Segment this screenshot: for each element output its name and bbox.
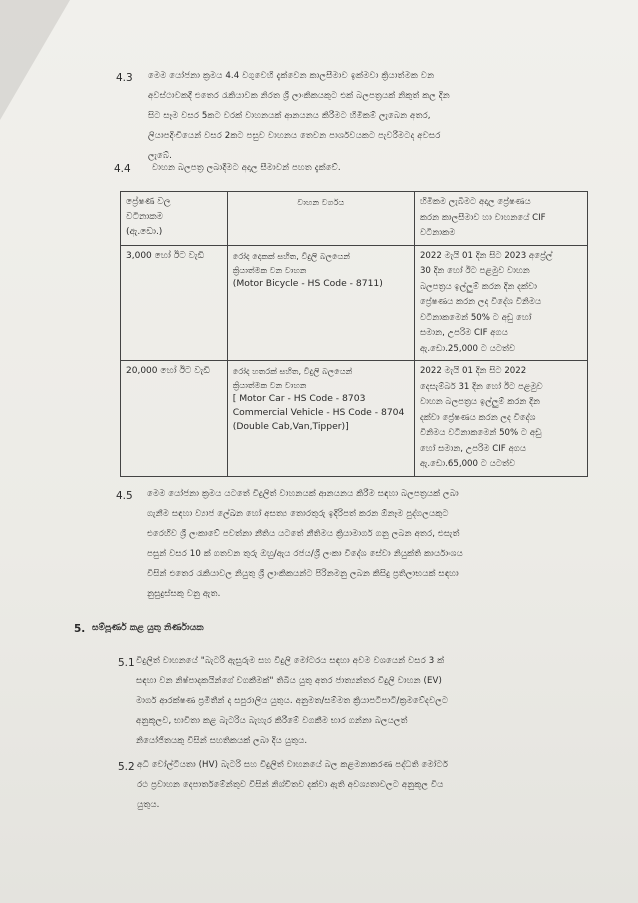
header-vehicle-type: වාහන වර්ගය bbox=[227, 192, 414, 246]
cell-terms: 2022 මැයි 01 දින සිට 2023 අප්‍රේල් 30 දින හෝ ඊට පළමුව වාහන බලපත්‍රය ඉල්ලුම් කරන දින දක්වා ප්‍රේෂණය කරන ලද විදේශ විනිමය වටිනාකමෙන් 50% ට අඩු හෝ සමාන, උපරිම CIF අගය ඇ.ඩො.25,000 ට යටත්ව bbox=[414, 245, 587, 361]
text-line: විදුලිත් වාහනයේ "බැටරි ඇසුරුම සහ විදුලි මෝටරය සඳහා අවම වශයෙන් වසර 3 ක් bbox=[136, 656, 445, 666]
section-4-4-text: වාහන බලපත්‍ර ලබාදීමට අදාල සීමාවන් පහත දැක්වේ. bbox=[152, 163, 341, 173]
text-line: යුතුය. bbox=[137, 800, 160, 810]
page-fold-shadow bbox=[0, 0, 70, 120]
table-row bbox=[121, 361, 588, 477]
cell-terms: 2022 මැයි 01 දින සිට 2022 දෙසැම්බර් 31 දින හෝ ඊට පළමුව වාහන බලපත්‍රය ඉල්ලුම් කරන දින දක්වා ප්‍රේෂණය කරන ලද විදේශ විනිමය වටිනාකමෙන් 50% ට අඩු හෝ සමාන, උපරිම CIF අගය ඇ.ඩො.65,000 ට යටත්ව bbox=[414, 361, 587, 477]
text-line: මෙම යෝජනා ක්‍රමය 4.4 වගුවෙහි දැක්වෙන කාලසීමාව ඉක්මවා ක්‍රියාත්මක වන bbox=[148, 71, 435, 81]
text-line: අනුකූලව, භාවිතා කළ බැටරිය බැහැර කිරීමේ වගකීම භාර ගන්නා බලයලත් bbox=[136, 716, 408, 726]
text-line: ලැබේ. bbox=[148, 151, 172, 161]
text-line: සඳහා වන නිෂ්පාදකයින්ගේ වගකීමක්" තිබිය යුතු අතර ජාත්‍යන්තර විදුලි වාහන (EV) bbox=[136, 676, 442, 686]
section-4-5-text bbox=[147, 484, 592, 604]
section-5-title: සම්පූර්ණ කළ යුතු නිර්ණායක bbox=[92, 623, 204, 633]
text-line: ලියාපදිංචියෙන් වසර 2කට පසුව වාහනය තෙවන පාර්ශවයකට පැවරීමටද අවසර bbox=[148, 131, 441, 141]
header-eligibility-period-cif: හිමිකම ලැබීමට අදාල ප්‍රේෂණය කරන කාලසීමාව හා වාහනයේ CIF වටිනාකම bbox=[414, 192, 587, 246]
text-line: නියෝජිතයකු විසින් සහතිකයක් ලබා දිය යුතුය. bbox=[136, 736, 308, 746]
text-line: ගැනීම සඳහා ව්‍යාජ ලේඛන හෝ අසත්‍ය තොරතුරු ඉදිරිපත් කරන ඕනෑම පුද්ගලයකුට bbox=[147, 509, 449, 519]
section-4-5-number: 4.5 bbox=[116, 490, 133, 502]
section-5-number: 5. bbox=[74, 623, 86, 635]
section-5-1-text bbox=[136, 651, 596, 751]
cell-vehicle-type: රෝද හතරක් සහිත, විදුලි බලයෙන් ක්‍රියාත්මක වන වාහන [ Motor Car - HS Code - 8703 Commercial Vehicle - HS Code - 8704 (Double Cab,Van,Tipper)] bbox=[227, 361, 414, 477]
cell-vehicle-type: රෝද දෙකක් සහිත, විදුලි බලයෙන් ක්‍රියාත්මක වන වාහන (Motor Bicycle - HS Code - 8711) bbox=[227, 245, 414, 361]
text-line: අධි වෝල්ටීයතා (HV) බැටරි සහ විදුලිත් වාහනයේ බල කළමනාකරණ පද්ධති මෝටර් bbox=[137, 760, 449, 770]
text-line: අවස්ථාවකදී එතෙර රැකියාවක නිරත ශ්‍රී ලාංකිකයකුට එක් බලපත්‍රයක් නිකුත් කල දින bbox=[148, 91, 450, 101]
section-4-3-text bbox=[148, 66, 588, 166]
section-5-2-text bbox=[137, 755, 597, 815]
text-line: පසුන් වසර 10 ක් ගතවන තුරු ඔහු/ඇය රජය/ශ්‍රී ලංකා විදේශ සේවා නියුක්ති කාර්යාංශය bbox=[147, 549, 463, 559]
text-line: එරෙහිව ශ්‍රී ලංකාවේ පවත්නා නීතිය යටතේ නීතිමය ක්‍රියාමාර්ග ගනු ලබන අතර, එසැත් bbox=[147, 529, 460, 539]
section-5-2-number: 5.2 bbox=[118, 761, 135, 773]
text-line: රථ ප්‍රවාහන දෙපාර්තමේන්තුව විසින් නිශ්චිතව දක්වා ඇති අවශ්‍යතාවලට අනුකූල විය bbox=[137, 780, 444, 790]
table-header-row bbox=[121, 192, 588, 246]
section-4-3-number: 4.3 bbox=[116, 72, 133, 84]
vehicle-permit-limits-table bbox=[120, 191, 588, 477]
cell-amount: 3,000 හෝ ඊට වැඩි bbox=[121, 245, 228, 361]
table-row bbox=[121, 245, 588, 361]
section-4-4-number: 4.4 bbox=[114, 163, 131, 175]
text-line: මාර්ග ආරක්ෂණ ප්‍රමිතීන් ද සපුරාලිය යුතුය. අනුමත/සම්මත ක්‍රියාපටිපාටි/ක්‍රමවේදවලට bbox=[136, 696, 449, 706]
section-5-1-number: 5.1 bbox=[118, 657, 135, 669]
text-line: නුසුදුස්සකු වනු ඇත. bbox=[147, 589, 221, 599]
header-remittance-value: ප්‍රේෂණ වල වටිනාකම (ඇ.ඩො.) bbox=[121, 192, 228, 246]
text-line: මෙම යෝජනා ක්‍රමය යටතේ විදුලිත් වාහනයක් ආනයනය කිරීම සඳහා බලපත්‍රයක් ලබා bbox=[147, 489, 459, 499]
cell-amount: 20,000 හෝ ඊට වැඩි bbox=[121, 361, 228, 477]
text-line: සිට සෑම වසර 5කට වරක් වාහනයක් ආනයනය කිරීමට හිමිකම් ලැබෙන අතර, bbox=[148, 111, 431, 121]
text-line: විසින් එතෙර රැකියාවල නියුතු ශ්‍රී ලාංකිකයන්ට පිරිනමනු ලබන කිසිදු ප්‍රතිලාභයක් සඳහා bbox=[147, 569, 459, 579]
